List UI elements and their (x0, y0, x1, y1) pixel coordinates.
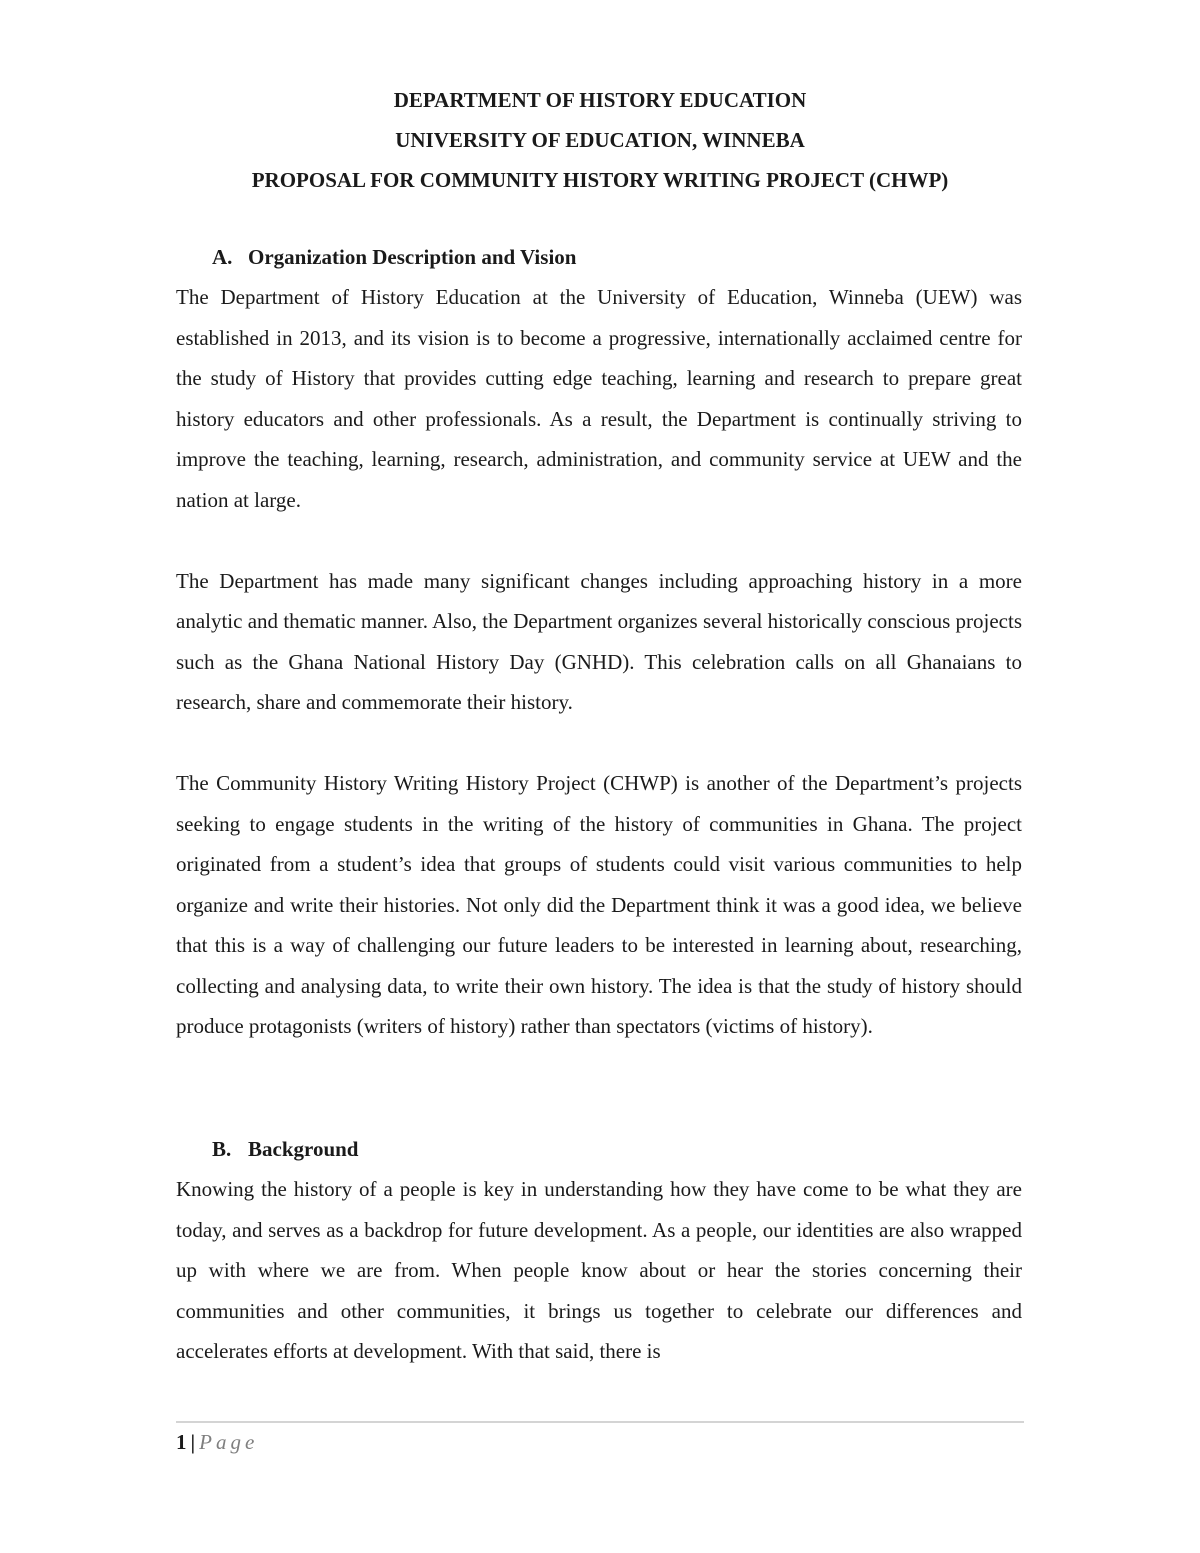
section-a-paragraph-3: The Community History Writing History Project (CHWP) is another of the Department’s projects seeking to engage students in the writing of the history of communities in Ghana. The project originated from a student’s idea that groups of students could visit various communities to help organize and write their histories. Not only did the Department think it was a good idea, we believe that this is a way of challenging our future leaders to be interested in learning about, researching, collecting and analysing data, to write their own history. The idea is that the study of history should produce protagonists (writers of history) rather than spectators (victims of history). (176, 771, 1022, 1038)
page-number: 1 (176, 1430, 187, 1454)
section-b-paragraph-1: Knowing the history of a people is key in understanding how they have come to be what they are today, and serves as a backdrop for future development. As a people, our identities are also wrapped up with where we are from. When people know about or hear the stories concerning their communities and other communities, it brings us together to celebrate our differences and accelerates efforts at development. With that said, there is (176, 1177, 1022, 1363)
footer-divider (176, 1421, 1024, 1423)
section-a-paragraph-1: The Department of History Education at the University of Education, Winneba (UEW) was established in 2013, and its vision is to become a progressive, internationally acclaimed centre for the study of History that provides cutting edge teaching, learning and research to prepare great history educators and other professionals. As a result, the Department is continually striving to improve the teaching, learning, research, administration, and community service at UEW and the nation at large. (176, 285, 1022, 512)
section-a-heading (212, 237, 1022, 277)
section-a-paragraph-2: The Department has made many significant changes including approaching history in a more analytic and thematic manner. Also, the Department organizes several historically conscious projects such as the Ghana National History Day (GNHD). This celebration calls on all Ghanaians to research, share and commemorate their history. (176, 568, 1022, 714)
section-a-letter: A. (212, 245, 233, 269)
section-b (176, 1129, 1022, 1372)
section-b-heading (212, 1129, 1022, 1169)
header-proposal-title: PROPOSAL FOR COMMUNITY HISTORY WRITING PROJECT (CHWP) (251, 168, 949, 192)
footer-separator: | (190, 1430, 196, 1454)
section-a (176, 237, 1022, 1047)
header-department: DEPARTMENT OF HISTORY EDUCATION (393, 88, 807, 112)
page-label: Page (199, 1430, 259, 1454)
header-university: UNIVERSITY OF EDUCATION, WINNEBA (395, 128, 805, 152)
page-footer (176, 1426, 258, 1458)
section-a-title: Organization Description and Vision (248, 245, 577, 269)
document-header (176, 80, 1024, 200)
section-b-letter: B. (212, 1137, 232, 1161)
section-b-title: Background (248, 1137, 359, 1161)
